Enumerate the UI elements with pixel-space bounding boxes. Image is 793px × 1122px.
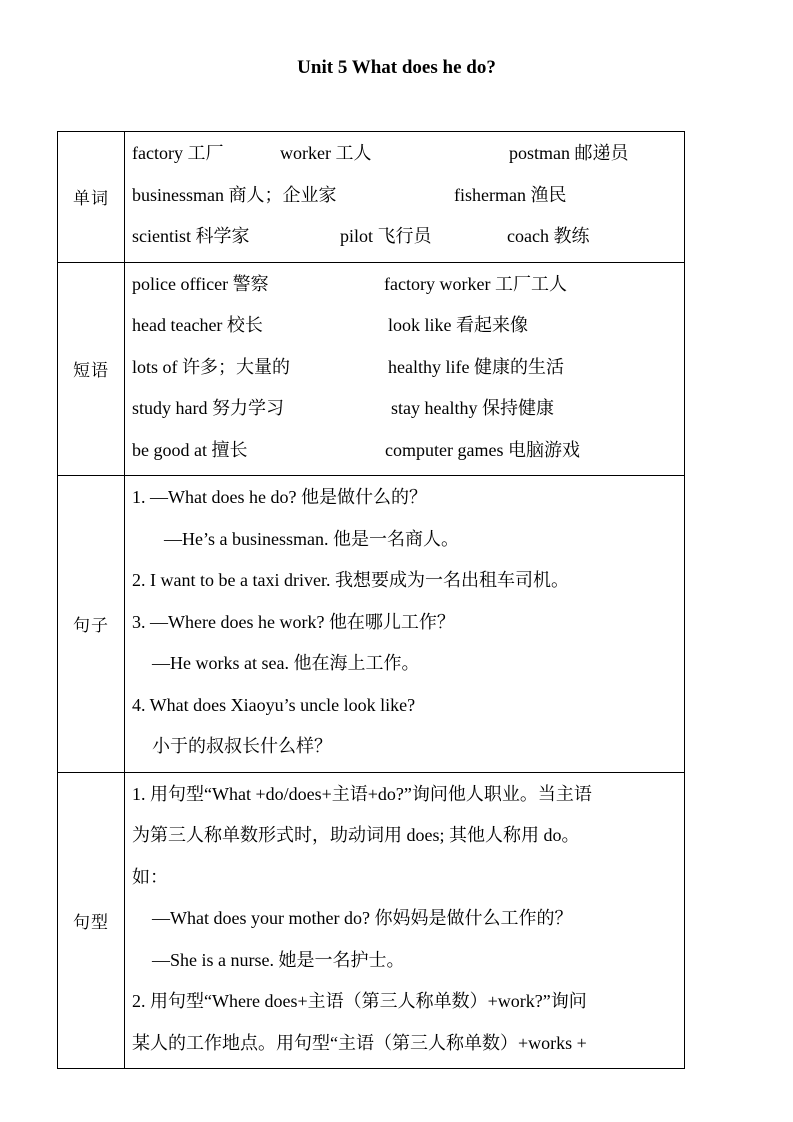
pattern-line: —She is a nurse. 她是一名护士。 [152,949,405,970]
pattern-line: 如： [132,866,168,887]
phrase-line-3 [132,351,684,393]
phrase-item: stay healthy 保持健康 [391,398,554,418]
phrase-item: healthy life 健康的生活 [388,356,564,377]
sentence-line: 4. What does Xiaoyu’s uncle look like? [132,694,416,715]
sentence-line: 2. I want to be a taxi driver. 我想要成为一名出租车司机。 [132,570,569,590]
section-label-vocab: 单词 [58,132,125,263]
sentence-line: 小于的叔叔长什么样？ [152,736,332,756]
sentence-line: —He’s a businessman. 他是一名商人。 [164,528,459,549]
phrase-item: police officer 警察 [132,273,269,294]
sentences-row [58,476,685,773]
pattern-line: 2. 用句型“Where does+主语（第三人称单数）+work?”询问 [132,991,587,1011]
vocab-line-2 [132,179,684,221]
vocab-item: worker 工人 [280,143,372,163]
pattern-line: 某人的工作地点。用句型“主语（第三人称单数）+works + [132,1032,587,1053]
patterns-content [125,772,685,1069]
phrase-item: factory worker 工厂工人 [384,273,567,294]
section-label-phrases: 短语 [58,262,125,476]
vocab-row [58,132,685,263]
vocab-line-1 [132,137,684,179]
patterns-row [58,772,685,1069]
section-label-patterns: 句型 [58,772,125,1069]
vocabulary-table [57,131,685,1069]
sentence-line: 1. —What does he do? 他是做什么的？ [132,487,427,507]
sentence-line: —He works at sea. 他在海上工作。 [152,653,420,673]
phrases-content [125,262,685,476]
phrase-item: look like 看起来像 [388,315,528,335]
vocab-item: fisherman 渔民 [454,184,567,205]
phrase-line-5 [132,434,684,476]
section-label-sentences: 句子 [58,476,125,773]
pattern-line: —What does your mother do? 你妈妈是做什么工作的？ [152,908,573,928]
pattern-line: 1. 用句型“What +do/does+主语+do?”询问他人职业。当主语 [132,783,592,804]
vocab-item: factory 工厂 [132,143,224,163]
vocab-item: coach 教练 [507,226,590,246]
vocab-content [125,132,685,263]
sentence-line: 3. —Where does he work? 他在哪儿工作？ [132,611,455,632]
phrase-item: computer games 电脑游戏 [385,439,580,460]
pattern-line: 为第三人称单数形式时，助动词用 does; 其他人称用 do。 [132,825,580,845]
phrase-line-4 [132,392,684,434]
vocab-item: pilot 飞行员 [340,226,432,246]
phrase-line-2 [132,309,684,351]
vocab-item: postman 邮递员 [509,143,629,163]
vocab-item: businessman 商人；企业家 [132,184,337,205]
vocab-item: scientist 科学家 [132,226,250,246]
phrase-item: head teacher 校长 [132,315,263,335]
phrase-line-1 [132,268,684,310]
phrase-item: lots of 许多；大量的 [132,356,291,377]
phrases-row [58,262,685,476]
phrase-item: be good at 擅长 [132,439,248,460]
sentences-content [125,476,685,773]
page-title: Unit 5 What does he do? [297,57,496,78]
phrase-item: study hard 努力学习 [132,398,284,418]
vocab-line-3 [132,220,684,262]
